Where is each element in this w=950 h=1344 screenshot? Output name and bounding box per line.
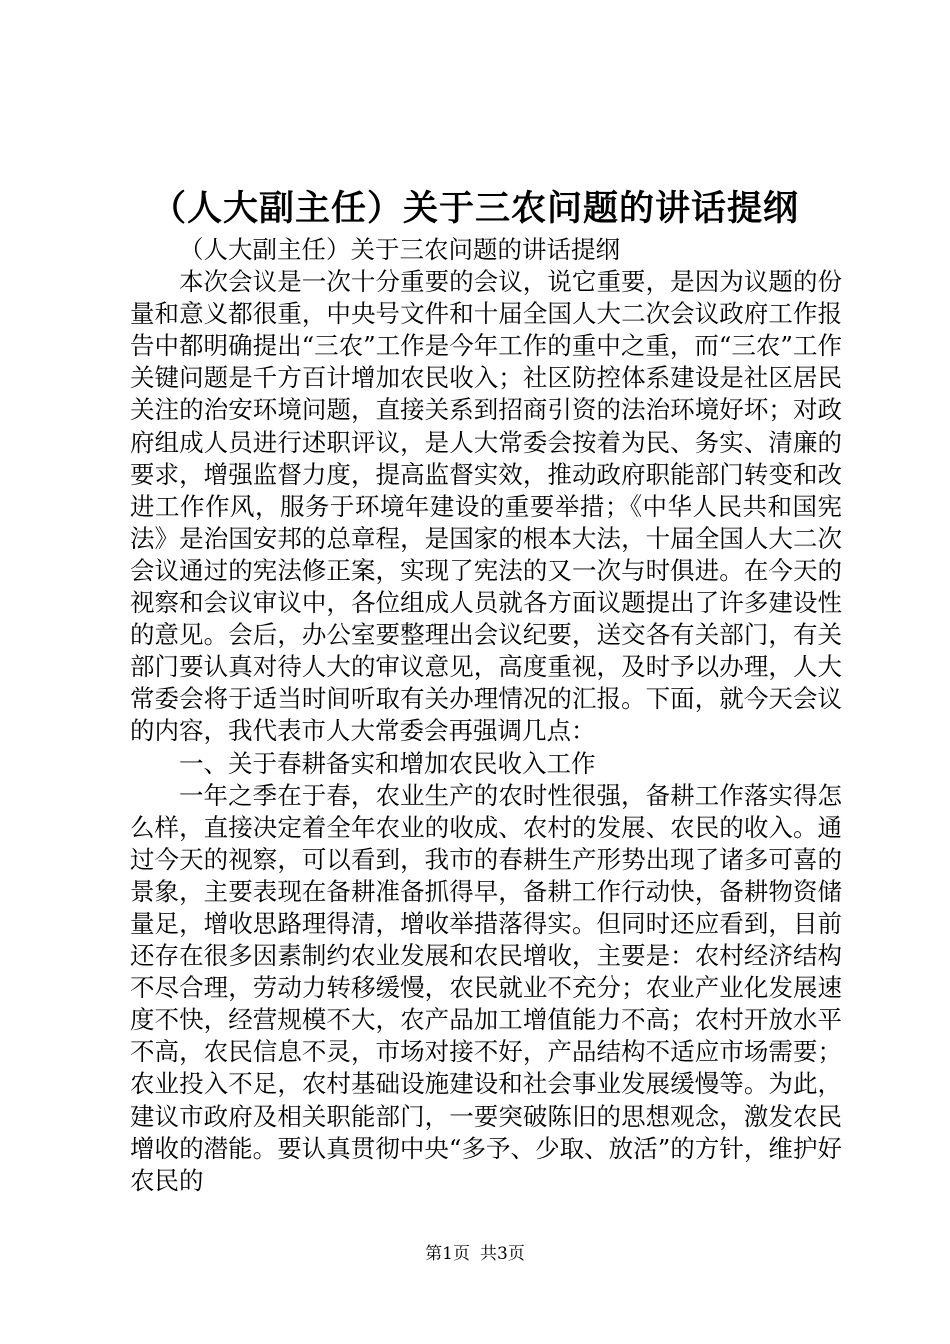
section-heading-1: 一、关于春耕备实和增加农民收入工作 xyxy=(179,748,596,778)
body-paragraph-subtitle: （人大副主任）关于三农问题的讲话提纲 xyxy=(179,235,620,264)
page-number: 第1页 xyxy=(425,1244,470,1264)
document-title: （人大副主任）关于三农问题的讲话提纲 xyxy=(150,188,799,229)
page-footer xyxy=(0,1243,950,1265)
body-paragraph-spring-farming: 一年之季在于春，农业生产的农时性很强，备耕工作落实得怎么样，直接决定着全年农业的收成、农村的发展、农民的收入。通过今天的视察，可以看到，我市的春耕生产形势出现了诸多可喜的景象，主要表现在备耕准备抓得早，备耕工作行动快，备耕物资储量足，增收思路理得清，增收举措落得实。但同时还应看到，目前还存在很多因素制约农业发展和农民增收，主要是：农村经济结构不尽合理，劳动力转移缓慢，农民就业不充分；农业产业化发展速度不快，经营规模不大，农产品加工增值能力不高；农村开放水平不高，农民信息不灵，市场对接不好，产品结构不适应市场需要；农业投入不足，农村基础设施建设和社会事业发展缓慢等。为此，建议市政府及相关职能部门，一要突破陈旧的思想观念，激发农民增收的潜能。要认真贯彻中央“多予、少取、放活”的方针，维护好农民的 xyxy=(130,780,842,1195)
body-paragraph-intro: 本次会议是一次十分重要的会议，说它重要，是因为议题的份量和意义都很重，中央号文件和十届全国人大二次会议政府工作报告中都明确提出“三农”工作是今年工作的重中之重，而“三农”工作关键问题是千方百计增加农民收入；社区防控体系建设是社区居民关注的治安环境问题，直接关系到招商引资的法治环境好坏；对政府组成人员进行述职评议，是人大常委会按着为民、务实、清廉的要求，增强监督力度，提高监督实效，推动政府职能部门转变和改进工作作风，服务于环境年建设的重要举措；《中华人民共和国宪法》是治国安邦的总章程，是国家的根本大法，十届全国人大二次会议通过的宪法修正案，实现了宪法的又一次与时俱进。在今天的视察和会议审议中，各位组成人员就各方面议题提出了许多建设性的意见。会后，办公室要整理出会议纪要，送交各有关部门，有关部门要认真对待人大的审议意见，高度重视，及时予以办理，人大常委会将于适当时间听取有关办理情况的汇报。下面，就今天会议的内容，我代表市人大常委会再强调几点： xyxy=(130,267,842,746)
page-total: 共3页 xyxy=(480,1244,525,1264)
document-body xyxy=(130,234,842,1197)
